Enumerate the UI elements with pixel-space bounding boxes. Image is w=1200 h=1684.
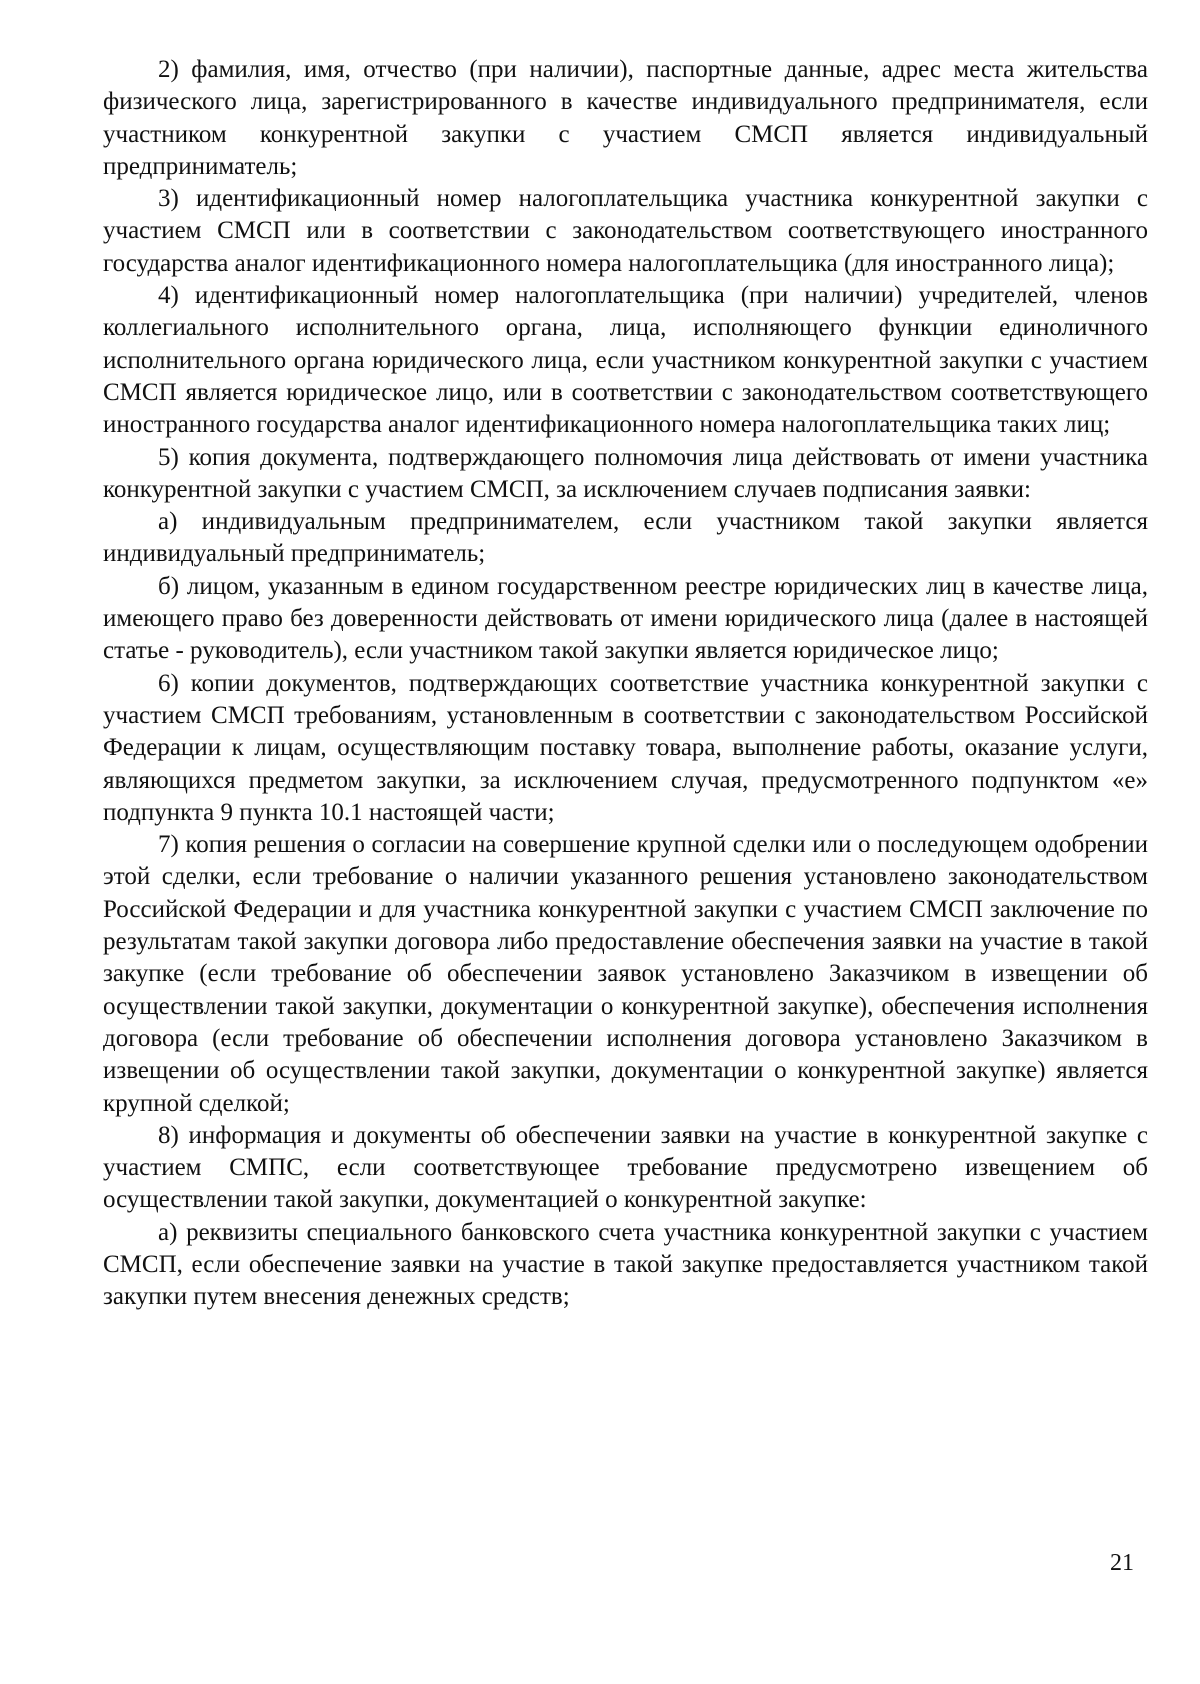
paragraph-item-2: 2) фамилия, имя, отчество (при наличии), паспортные данные, адрес места жительства физического лица, зарегистрированного в качестве индивидуального предпринимателя, если участником конкурентной закупки с участием СМСП является индивидуальный предприниматель; xyxy=(103,56,1148,180)
paragraph-subitem-5b: б) лицом, указанным в едином государственном реестре юридических лиц в качестве лица, имеющего право без доверенности действовать от имени юридического лица (далее в настоящей статье - руководитель), если участником такой закупки является юридическое лицо; xyxy=(103,572,1148,665)
paragraph-item-5: 5) копия документа, подтверждающего полномочия лица действовать от имени участника конкурентной закупки с участием СМСП, за исключением случаев подписания заявки: xyxy=(103,443,1148,503)
paragraph-item-8: 8) информация и документы об обеспечении заявки на участие в конкурентной закупке с участием СМПС, если соответствующее требование предусмотрено извещением об осуществлении такой закупки, документацией о конкурентной закупке: xyxy=(103,1121,1148,1214)
page-number: 21 xyxy=(1110,1550,1134,1576)
paragraph-subitem-8a: а) реквизиты специального банковского счета участника конкурентной закупки с участием СМСП, если обеспечение заявки на участие в такой закупке предоставляется участником такой закупки путем внесения денежных средств; xyxy=(103,1218,1148,1311)
paragraph-subitem-5a: а) индивидуальным предпринимателем, если участником такой закупки является индивидуальный предприниматель; xyxy=(103,508,1148,568)
paragraph-item-4: 4) идентификационный номер налогоплательщика (при наличии) учредителей, членов коллегиального исполнительного органа, лица, исполняющего функции единоличного исполнительного органа юридического лица, если участником конкурентной закупки с участием СМСП является юридическое лицо, или в соответствии с законодательством соответствующего иностранного государства аналог идентификационного номера налогоплательщика таких лиц; xyxy=(103,282,1148,439)
paragraph-item-3: 3) идентификационный номер налогоплательщика участника конкурентной закупки с участием СМСП или в соответствии с законодательством соответствующего иностранного государства аналог идентификационного номера налогоплательщика (для иностранного лица); xyxy=(103,185,1148,277)
document-body xyxy=(103,54,1148,1314)
paragraph-item-6: 6) копии документов, подтверждающих соответствие участника конкурентной закупки с участием СМСП требованиям, установленным в соответствии с законодательством Российской Федерации к лицам, осуществляющим поставку товара, выполнение работы, оказание услуги, являющихся предметом закупки, за исключением случая, предусмотренного подпунктом «е» подпункта 9 пункта 10.1 настоящей части; xyxy=(103,669,1148,826)
paragraph-item-7: 7) копия решения о согласии на совершение крупной сделки или о последующем одобрении этой сделки, если требование о наличии указанного решения установлено законодательством Российской Федерации и для участника конкурентной закупки с участием СМСП заключение по результатам такой закупки договора либо предоставление обеспечения заявки на участие в такой закупке (если требование об обеспечении заявок установлено Заказчиком в извещении об осуществлении такой закупки, документации о конкурентной закупке), обеспечения исполнения договора (если требование об обеспечении исполнения договора установлено Заказчиком в извещении об осуществлении такой закупки, документации о конкурентной закупке) является крупной сделкой; xyxy=(103,831,1148,1117)
